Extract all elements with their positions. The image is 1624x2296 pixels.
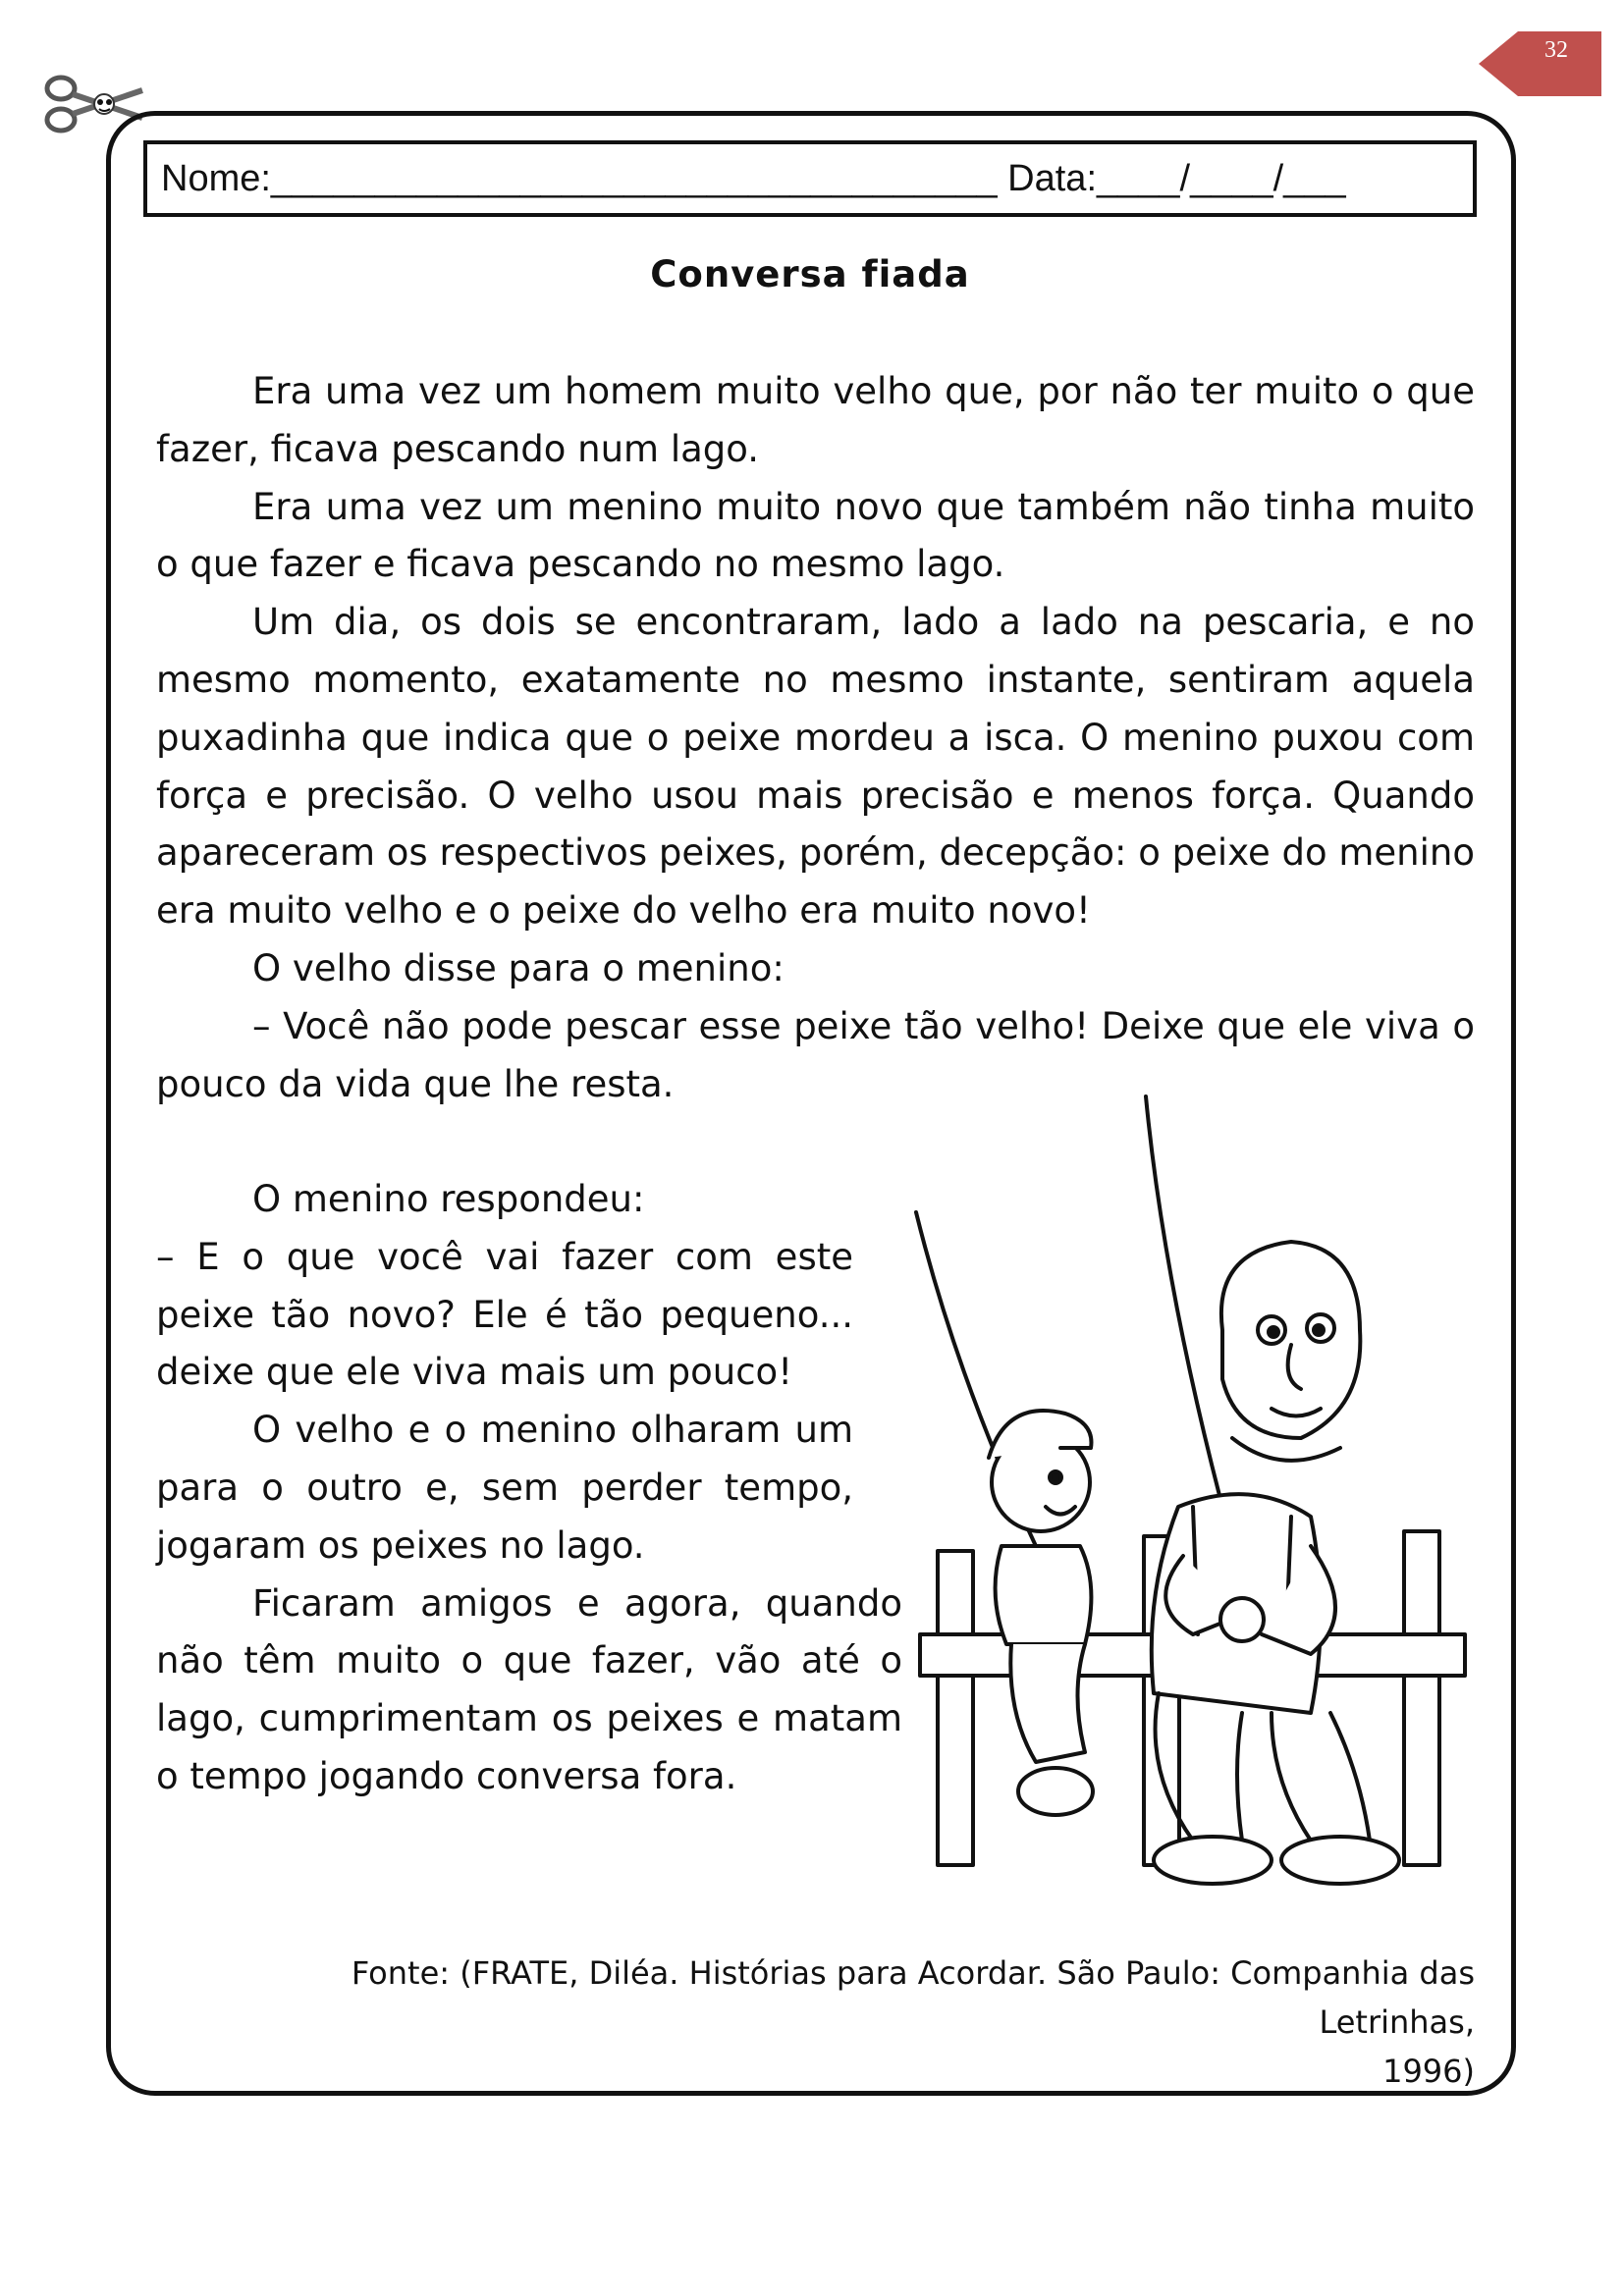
story-body-top	[156, 363, 1475, 1113]
source-citation	[206, 1949, 1475, 2096]
paragraph-5: – Você não pode pescar esse peixe tão velho! Deixe que ele viva o pouco da vida que lhe resta.	[156, 1004, 1475, 1105]
header-box	[143, 140, 1477, 217]
paragraph-7: – E o que você vai fazer com este peixe tão novo? Ele é tão pequeno... deixe que ele viva mais um pouco!	[156, 1235, 853, 1394]
date-field[interactable]: ____/____/___	[1097, 158, 1346, 199]
page-number: 32	[1544, 37, 1568, 63]
story-body-left-column	[156, 1171, 902, 1806]
name-field[interactable]: ___________________________________	[270, 158, 998, 199]
fishing-illustration	[898, 1085, 1488, 1890]
paragraph-8: O velho e o menino olharam um para o outro e, sem perder tempo, jogaram os peixes no lago.	[156, 1409, 853, 1567]
story-title: Conversa fiada	[650, 253, 970, 295]
paragraph-4: O velho disse para o menino:	[252, 946, 785, 989]
name-label: Nome:	[161, 158, 271, 199]
paragraph-3: Um dia, os dois se encontraram, lado a lado na pescaria, e no mesmo momento, exatamente no mesmo instante, sentiram aquela puxadinha que indica que o peixe mordeu a isca. O menino puxou com força e precisão. O velho usou mais precisão e menos força. Quando apareceram os respectivos peixes, porém, decepção: o peixe do menino era muito velho e o peixe do velho era muito novo!	[156, 601, 1476, 933]
paragraph-1: Era uma vez um homem muito velho que, por não ter muito o que fazer, ficava pescando num lago.	[156, 370, 1475, 470]
date-label: Data:	[1007, 158, 1097, 199]
paragraph-2: Era uma vez um menino muito novo que também não tinha muito o que fazer e ficava pescando no mesmo lago.	[156, 485, 1475, 586]
source-line-2: 1996)	[1382, 2053, 1475, 2090]
paragraph-6: O menino respondeu:	[252, 1178, 645, 1220]
source-line-1: Fonte: (FRATE, Diléa. Histórias para Acordar. São Paulo: Companhia das Letrinhas,	[351, 1954, 1475, 2041]
paragraph-9: Ficaram amigos e agora, quando não têm muito o que fazer, vão até o lago, cumprimentam os peixes e matam o tempo jogando conversa fora.	[156, 1581, 902, 1797]
